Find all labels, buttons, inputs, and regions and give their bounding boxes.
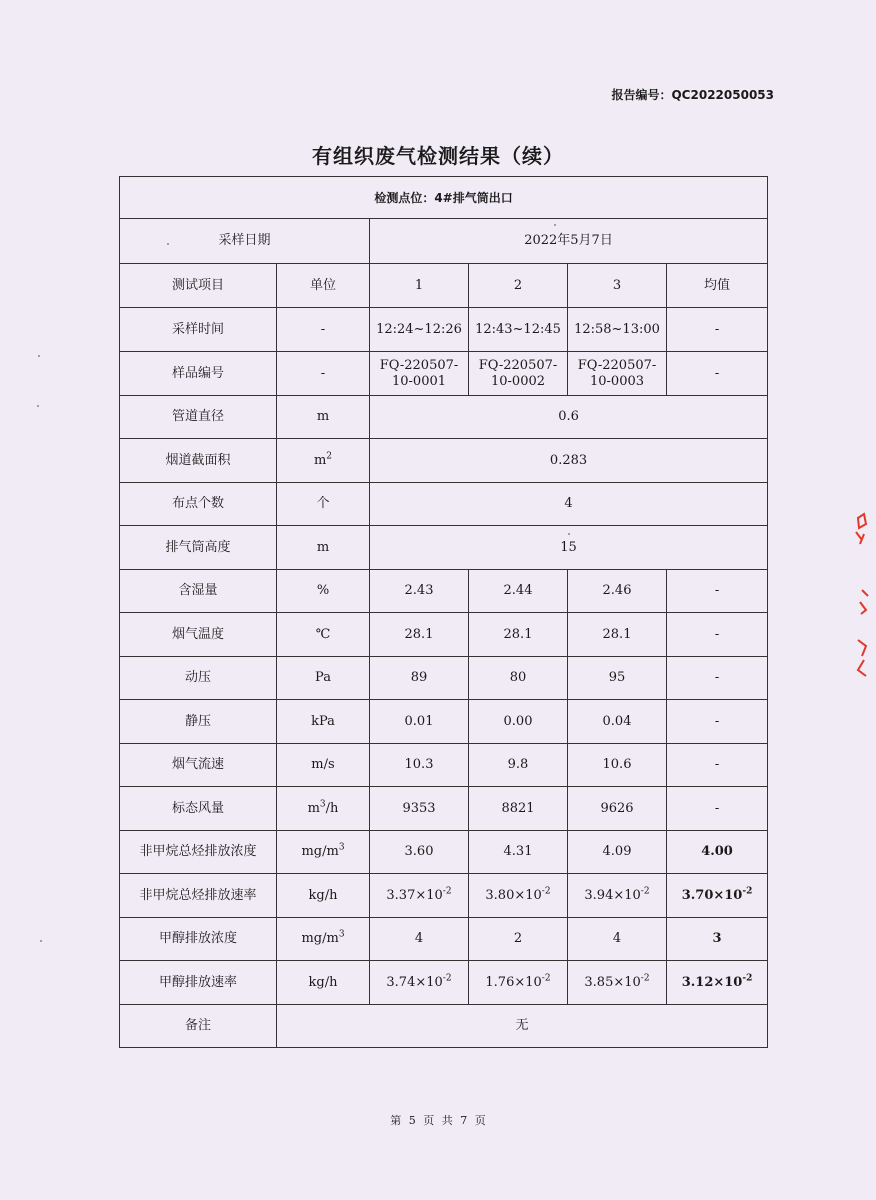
cell-run-3	[568, 352, 667, 396]
cell-run-2: 9.8	[469, 744, 568, 787]
page-title: 有组织废气检测结果（续）	[312, 144, 564, 168]
cell-run-1: 4	[370, 918, 469, 961]
location-label: 检测点位：4#排气筒出口	[120, 177, 768, 219]
row-label: 甲醇排放浓度	[120, 918, 277, 961]
cell-merged-value: 4	[370, 483, 768, 526]
row-label: 管道直径	[120, 396, 277, 439]
table-row	[120, 744, 768, 787]
scan-speck	[37, 405, 39, 407]
cell-run-1: 2.43	[370, 570, 469, 613]
seal-stamp-mark	[850, 510, 872, 680]
header-row	[120, 264, 768, 308]
location-row	[120, 177, 768, 219]
row-unit: kg/h	[277, 961, 370, 1005]
table-row	[120, 787, 768, 831]
row-unit: $m^3/h$	[277, 787, 370, 831]
table-row	[120, 961, 768, 1005]
cell-mean: $3.12\times 10^{-2}$	[667, 961, 768, 1005]
row-label: 静压	[120, 700, 277, 744]
cell-run-3: 2.46	[568, 570, 667, 613]
row-unit: $mg/m^3$	[277, 918, 370, 961]
sampling-date-label: 采样日期	[120, 219, 370, 264]
cell-run-2: 4.31	[469, 831, 568, 874]
cell-run-3: 95	[568, 657, 667, 700]
row-label: 烟气流速	[120, 744, 277, 787]
row-unit: %	[277, 570, 370, 613]
table-row	[120, 700, 768, 744]
scan-speck	[554, 224, 556, 226]
remarks-value: 无	[277, 1005, 768, 1048]
remarks-label: 备注	[120, 1005, 277, 1048]
cell-mean: -	[667, 744, 768, 787]
row-unit: kg/h	[277, 874, 370, 918]
sample-id-line-2: 10-0003	[589, 373, 645, 389]
table-row	[120, 352, 768, 396]
cell-run-3: $3.94\times 10^{-2}$	[568, 874, 667, 918]
table-row	[120, 526, 768, 570]
cell-run-2: 80	[469, 657, 568, 700]
page-footer: 第 5 页 共 7 页	[390, 1114, 486, 1127]
cell-mean: 3	[667, 918, 768, 961]
scan-speck	[167, 243, 169, 245]
cell-mean: -	[667, 700, 768, 744]
header-item: 测试项目	[120, 264, 277, 308]
row-label: 非甲烷总烃排放速率	[120, 874, 277, 918]
row-label: 采样时间	[120, 308, 277, 352]
sampling-date-row	[120, 219, 768, 264]
cell-run-2: 8821	[469, 787, 568, 831]
cell-run-1	[370, 352, 469, 396]
header-run-3: 3	[568, 264, 667, 308]
table-row	[120, 396, 768, 439]
row-label: 非甲烷总烃排放浓度	[120, 831, 277, 874]
cell-run-3: 10.6	[568, 744, 667, 787]
scan-speck	[568, 533, 570, 535]
table-row	[120, 483, 768, 526]
cell-run-2	[469, 352, 568, 396]
cell-mean: -	[667, 570, 768, 613]
table-row	[120, 657, 768, 700]
header-run-1: 1	[370, 264, 469, 308]
cell-mean: -	[667, 787, 768, 831]
row-unit: m/s	[277, 744, 370, 787]
header-mean: 均值	[667, 264, 768, 308]
cell-run-3: 28.1	[568, 613, 667, 657]
cell-run-1: 0.01	[370, 700, 469, 744]
cell-run-3: 9626	[568, 787, 667, 831]
cell-run-3: 0.04	[568, 700, 667, 744]
remarks-row	[120, 1005, 768, 1048]
cell-run-1: 28.1	[370, 613, 469, 657]
table-row	[120, 439, 768, 483]
cell-merged-value: 0.6	[370, 396, 768, 439]
table-row	[120, 831, 768, 874]
header-unit: 单位	[277, 264, 370, 308]
cell-run-1: 10.3	[370, 744, 469, 787]
cell-run-3: 12:58~13:00	[568, 308, 667, 352]
sample-id-line-2: 10-0002	[490, 373, 546, 389]
row-unit: $mg/m^3$	[277, 831, 370, 874]
report-number: 报告编号：QC2022050053	[611, 88, 774, 102]
row-label: 烟气温度	[120, 613, 277, 657]
table-row	[120, 918, 768, 961]
row-label: 甲醇排放速率	[120, 961, 277, 1005]
table-row	[120, 570, 768, 613]
cell-run-3: $3.85\times 10^{-2}$	[568, 961, 667, 1005]
cell-run-2: 2	[469, 918, 568, 961]
results-table	[119, 176, 768, 1048]
sampling-date-value: 2022年5月7日	[370, 219, 768, 264]
row-unit: kPa	[277, 700, 370, 744]
row-label: 布点个数	[120, 483, 277, 526]
row-unit: m	[277, 526, 370, 570]
cell-run-3: 4	[568, 918, 667, 961]
cell-run-2: $1.76\times 10^{-2}$	[469, 961, 568, 1005]
row-unit: Pa	[277, 657, 370, 700]
scan-speck	[40, 940, 42, 942]
table-row	[120, 613, 768, 657]
sample-id-line-1: FQ-220507-	[379, 357, 459, 373]
scan-speck	[38, 355, 40, 357]
cell-run-1: 89	[370, 657, 469, 700]
cell-mean: $3.70\times 10^{-2}$	[667, 874, 768, 918]
cell-run-2: 28.1	[469, 613, 568, 657]
cell-run-1: 12:24~12:26	[370, 308, 469, 352]
row-unit: m	[277, 396, 370, 439]
row-unit: 个	[277, 483, 370, 526]
cell-run-2: $3.80\times 10^{-2}$	[469, 874, 568, 918]
row-label: 标态风量	[120, 787, 277, 831]
cell-merged-value: 15	[370, 526, 768, 570]
row-label: 烟道截面积	[120, 439, 277, 483]
row-unit: $m^2$	[277, 439, 370, 483]
cell-run-2: 0.00	[469, 700, 568, 744]
sample-id-line-1: FQ-220507-	[577, 357, 657, 373]
cell-run-2: 2.44	[469, 570, 568, 613]
row-unit: ℃	[277, 613, 370, 657]
cell-run-1: $3.37\times 10^{-2}$	[370, 874, 469, 918]
cell-run-3: 4.09	[568, 831, 667, 874]
row-label: 含湿量	[120, 570, 277, 613]
sample-id-line-1: FQ-220507-	[478, 357, 558, 373]
header-run-2: 2	[469, 264, 568, 308]
table-row	[120, 874, 768, 918]
row-label: 动压	[120, 657, 277, 700]
cell-mean: -	[667, 657, 768, 700]
cell-mean: 4.00	[667, 831, 768, 874]
cell-run-1: 3.60	[370, 831, 469, 874]
table-row	[120, 308, 768, 352]
cell-mean: -	[667, 352, 768, 396]
row-label: 样品编号	[120, 352, 277, 396]
cell-run-1: 9353	[370, 787, 469, 831]
row-label: 排气筒高度	[120, 526, 277, 570]
cell-mean: -	[667, 613, 768, 657]
cell-mean: -	[667, 308, 768, 352]
sample-id-line-2: 10-0001	[391, 373, 447, 389]
cell-run-2: 12:43~12:45	[469, 308, 568, 352]
row-unit: -	[277, 352, 370, 396]
row-unit: -	[277, 308, 370, 352]
cell-merged-value: 0.283	[370, 439, 768, 483]
cell-run-1: $3.74\times 10^{-2}$	[370, 961, 469, 1005]
